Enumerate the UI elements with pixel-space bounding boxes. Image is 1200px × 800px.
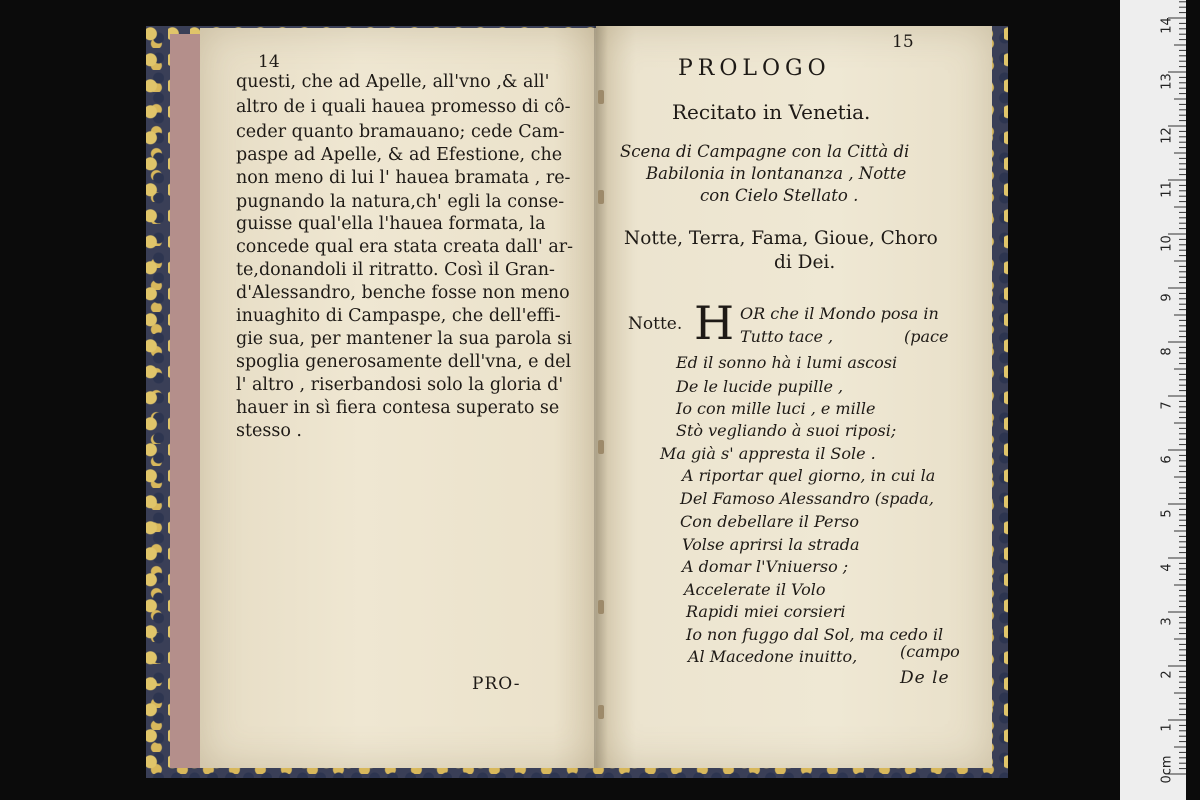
verse-line: (campo: [900, 642, 960, 661]
left-text-line: guisse qual'ella l'hauea formata, la: [236, 214, 546, 234]
binding-stitch: [598, 705, 604, 719]
binding-stitch: [598, 600, 604, 614]
ruler-label: 11: [1159, 181, 1175, 198]
left-text-line: altro de i quali hauea promesso di cô-: [236, 97, 571, 117]
page-title: PROLOGO: [678, 56, 831, 81]
ruler-label: 14: [1159, 17, 1175, 34]
verse-line: A domar l'Vniuerso ;: [682, 557, 849, 576]
verse-line: Ma già s' appresta il Sole .: [660, 444, 876, 463]
left-text-line: te,donandoli il ritratto. Così il Gran-: [236, 260, 555, 280]
left-text-line: d'Alessandro, benche fosse non meno: [236, 283, 570, 303]
left-text-line: questi, che ad Apelle, all'vno ,& all': [236, 72, 550, 92]
verse-line: Stò vegliando à suoi riposi;: [676, 421, 897, 440]
scene-line: Scena di Campagne con la Città di: [620, 142, 910, 161]
verse-line: Ed il sonno hà i lumi ascosi: [676, 353, 898, 372]
verse-line: Al Macedone inuitto,: [688, 647, 858, 666]
left-text-line: inuaghito di Campaspe, che dell'effi-: [236, 306, 561, 326]
measurement-ruler: [1120, 0, 1186, 800]
right-page-number: 15: [892, 32, 914, 52]
verse-line: Tutto tace ,: [740, 327, 834, 346]
right-catchword: De le: [900, 668, 950, 688]
speaker-name: Notte.: [628, 314, 683, 334]
verse-line: Con debellare il Perso: [680, 512, 859, 531]
ruler-label: 4: [1159, 563, 1175, 572]
left-text-line: l' altro , riserbandosi solo la gloria d': [236, 375, 564, 395]
verse-line: Rapidi miei corsieri: [686, 602, 846, 621]
scene-line: con Cielo Stellato .: [700, 186, 859, 205]
scene-line: Babilonia in lontananza , Notte: [646, 164, 907, 183]
ruler-label: 3: [1159, 617, 1175, 626]
verse-line: (pace: [904, 327, 949, 346]
verse-line: A riportar quel giorno, in cui la: [682, 466, 936, 485]
left-text-line: stesso .: [236, 421, 302, 441]
ruler-label: 5: [1159, 509, 1175, 518]
verse-line: Io non fuggo dal Sol, ma cedo il: [686, 625, 944, 644]
left-page-number: 14: [258, 52, 280, 72]
verse-line: De le lucide pupille ,: [676, 377, 844, 396]
verse-line: Volse aprirsi la strada: [682, 535, 860, 554]
ruler-label: 1: [1159, 723, 1175, 732]
ruler-ticks: [1120, 0, 1186, 800]
left-catchword: PRO-: [472, 674, 521, 694]
characters-line: di Dei.: [774, 252, 836, 273]
ruler-label: 13: [1159, 73, 1175, 90]
ruler-label: 10: [1159, 235, 1175, 252]
book-gutter: [594, 26, 608, 768]
verse-line: Io con mille luci , e mille: [676, 399, 876, 418]
left-text-line: paspe ad Apelle, & ad Efestione, che: [236, 145, 563, 165]
ruler-label: 8: [1159, 347, 1175, 356]
left-text-line: hauer in sì fiera contesa superato se: [236, 398, 560, 418]
binding-stitch: [598, 440, 604, 454]
ruler-label: 2: [1159, 670, 1175, 679]
left-text-line: concede qual era stata creata dall' ar-: [236, 237, 574, 257]
left-text-line: gie sua, per mantener la sua parola si: [236, 329, 572, 349]
left-text-line: spoglia generosamente dell'vna, e del: [236, 352, 572, 372]
ruler-label: 12: [1159, 127, 1175, 144]
verse-line: OR che il Mondo posa in: [740, 304, 939, 323]
left-text-line: non meno di lui l' hauea bramata , re-: [236, 168, 571, 188]
verse-line: Del Famoso Alessandro (spada,: [680, 489, 934, 508]
ruler-label: 7: [1159, 401, 1175, 410]
page-subtitle: Recitato in Venetia.: [672, 100, 871, 124]
ruler-label: 0cm: [1159, 755, 1175, 784]
left-text-line: ceder quanto bramauano; cede Cam-: [236, 122, 565, 142]
binding-stitch: [598, 90, 604, 104]
verse-line: Accelerate il Volo: [684, 580, 826, 599]
binding-stitch: [598, 190, 604, 204]
left-text-line: pugnando la natura,ch' egli la conse-: [236, 192, 565, 212]
ruler-label: 9: [1159, 293, 1175, 302]
drop-cap: H: [694, 296, 735, 350]
characters-line: Notte, Terra, Fama, Gioue, Choro: [624, 228, 938, 249]
ruler-label: 6: [1159, 455, 1175, 464]
